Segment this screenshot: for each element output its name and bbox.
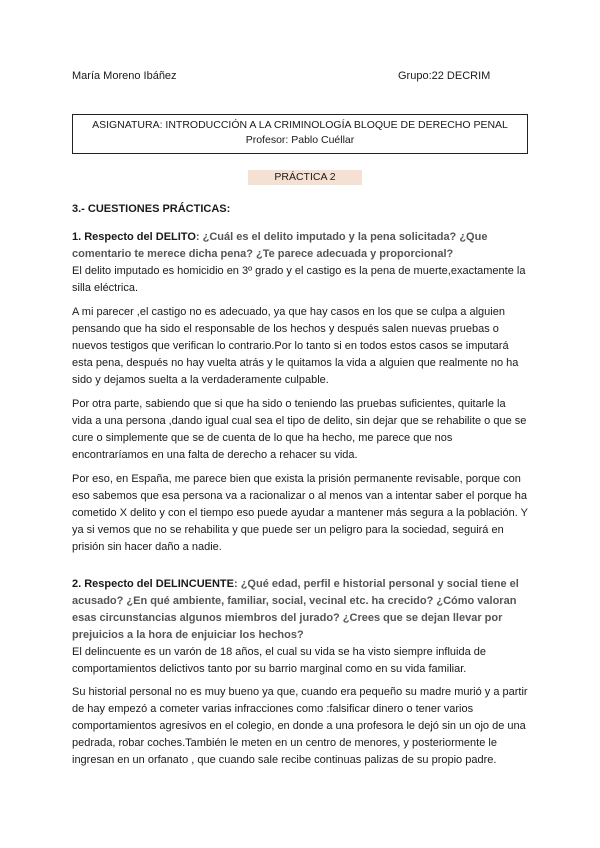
- question-1-label: 1. Respecto del DELITO: [72, 231, 196, 243]
- subject-line: ASIGNATURA: INTRODUCCIÓN A LA CRIMINOLOGÍA BLOQUE DE DERECHO PENAL: [92, 119, 508, 131]
- question-1-text: : ¿Cuál es el delito imputado y la pena solicitada? ¿Que comentario te merece dicha pena? ¿Te parece adecuada y proporcional?: [72, 231, 488, 260]
- practice-title: PRÁCTICA 2: [248, 170, 362, 185]
- group-label: Grupo:22 DECRIM: [398, 70, 491, 82]
- answer-1-paragraph-3: Por otra parte, sabiendo que si que ha sido o teniendo las pruebas suficientes, quitarle la vida a una persona ,dando igual cual sea el tipo de delito, sin dejar que se rehabilite o que se cure o simplemente que se de cuenta de lo que ha hecho, me parece que nos encontraríamos en una falta de derecho a rehacer su vida.: [72, 398, 527, 461]
- answer-1: El delito imputado es homicidio en 3º grado y el castigo es la pena de muerte,exactamente la silla eléctrica.: [72, 265, 526, 294]
- question-2-text: : ¿Qué edad, perfil e historial personal y social tiene el acusado? ¿En qué ambiente, familiar, social, vecinal etc. ha crecido? ¿Cómo valoran esas circunstancias algunos miembros del jurado? ¿Crees que se dejan llevar por prejuicios a la hora de enjuiciar los hechos?: [72, 578, 519, 641]
- question-2-label: 2. Respecto del DELINCUENTE: [72, 578, 234, 590]
- answer-2: El delincuente es un varón de 18 años, el cual su vida se ha visto siempre influida de comportamientos delictivos tanto por su barrio marginal como en su vida familiar.: [72, 646, 486, 675]
- author-name: María Moreno Ibáñez: [72, 70, 177, 82]
- question-2: [72, 576, 528, 644]
- answer-1-paragraph-2: A mi parecer ,el castigo no es adecuado, ya que hay casos en los que se culpa a alguien pensando que ha sido el responsable de los hechos y después salen nuevas pruebas o nuevos testigos que verifican lo contrario.Por lo tanto si en todos estos casos se imputará esta pena, después no hay vuelta atrás y le quitamos la vida a alguien que realmente no ha sido y dejamos suelta a la verdaderamente culpable.: [72, 306, 519, 386]
- answer-2-paragraph-2: Su historial personal no es muy bueno ya que, cuando era pequeño su madre murió y a partir de hay empezó a cometer varias infracciones como :falsificar dinero o tener varios comportamientos agresivos en el colegio, en donde a una profesora le dejó sin un ojo de una pedrada, robar coches.También le meten en un centro de menores, y posteriormente le ingresan en un orfanato , que cuando sale recibe continuas palizas de su propio padre.: [72, 686, 528, 766]
- question-1: [72, 229, 528, 263]
- answer-1-paragraph-4: Por eso, en España, me parece bien que exista la prisión permanente revisable, porque con eso sabemos que esa persona va a racionalizar o al menos van a intentar saber el porque ha cometido X delito y con el tiempo eso puede ayudar a mantener más segura a la población. Y ya si vemos que no se rehabilita y que puede ser un peligro para la sociedad, seguirá en prisión sin hacer daño a nadie.: [72, 473, 528, 553]
- section-title: 3.- CUESTIONES PRÁCTICAS:: [72, 203, 231, 215]
- professor-line: Profesor: Pablo Cuéllar: [245, 134, 355, 146]
- subject-box: [72, 114, 528, 154]
